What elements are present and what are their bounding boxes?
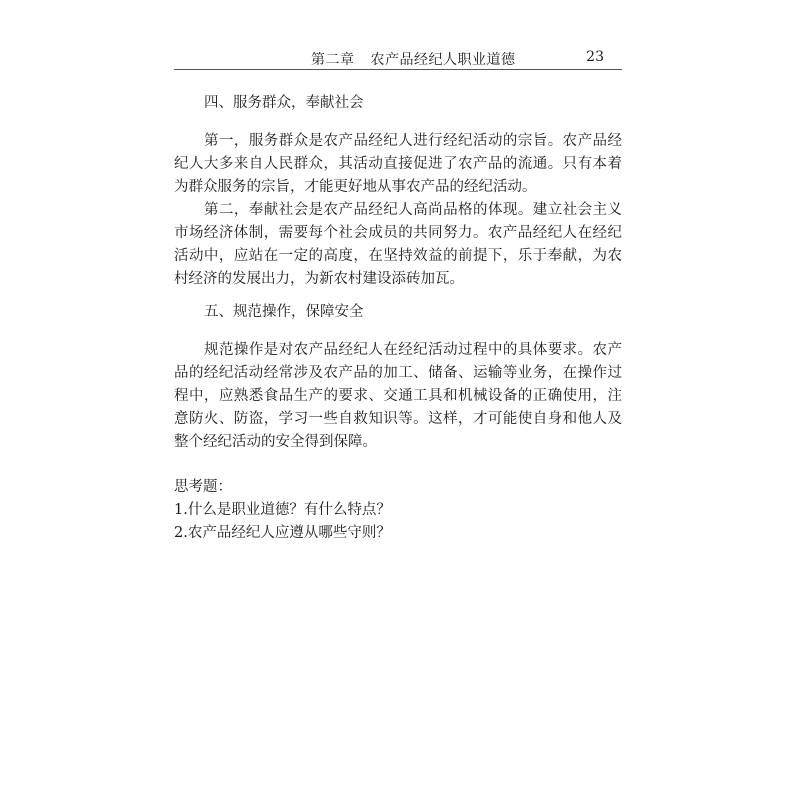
chapter-name: 农产品经纪人职业道德 — [370, 52, 516, 68]
question-item: 2.农产品经纪人应遵从哪些守则？ — [174, 525, 391, 541]
question-item: 1.什么是职业道德？有什么特点？ — [174, 502, 391, 518]
paragraph-standard-operation: 规范操作是对农产品经纪人在经纪活动过程中的具体要求。农产品的经纪活动经常涉及农产品的加工、储备、运输等业务，在操作过程中，应熟悉食品生产的要求、交通工具和机械设备的正确使用，注意防火、防盗，学习一些自救知识等。这样，才可能使自身和他人及整个经纪活动的安全得到保障。 — [174, 342, 622, 450]
chapter-title — [311, 49, 516, 69]
page-body — [174, 92, 622, 545]
questions-label: 思考题： — [174, 479, 232, 495]
section-heading-4: 四、服务群众，奉献社会 — [204, 95, 364, 111]
page-number: 23 — [586, 49, 604, 65]
section-heading-5: 五、规范操作，保障安全 — [204, 304, 364, 320]
paragraph-dedicate-society: 第二，奉献社会是农产品经纪人高尚品格的体现。建立社会主义市场经济体制，需要每个社会成员的共同努力。农产品经纪人在经纪活动中，应站在一定的高度，在坚持效益的前提下，乐于奉献，为农村经济的发展出力，为新农村建设添砖加瓦。 — [174, 202, 622, 287]
running-header — [174, 47, 622, 70]
paragraph-serve-masses: 第一，服务群众是农产品经纪人进行经纪活动的宗旨。农产品经纪人大多来自人民群众，其活动直接促进了农产品的流通。只有本着为群众服务的宗旨，才能更好地从事农产品的经纪活动。 — [174, 133, 622, 195]
chapter-number: 第二章 — [311, 52, 355, 68]
